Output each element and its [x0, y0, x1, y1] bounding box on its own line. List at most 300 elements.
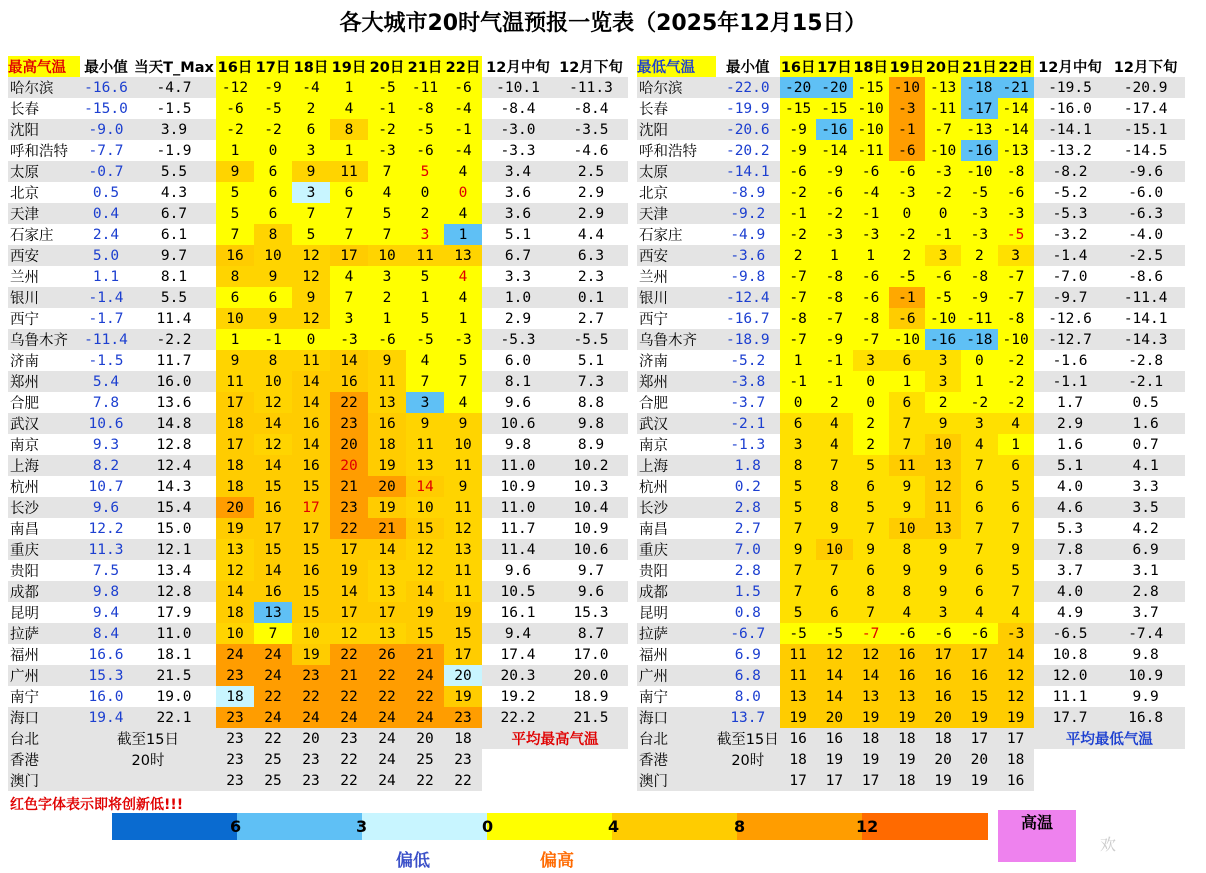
max-day-cell: 23 [330, 497, 368, 518]
max-today-value: 12.8 [132, 581, 216, 602]
max-mid-dec: 5.1 [504, 226, 532, 243]
hot-legend-box [998, 810, 1076, 862]
min-row [637, 287, 1185, 308]
min-day-cell: 10 [816, 539, 852, 560]
max-today-value: 12.8 [156, 436, 192, 453]
min-row [637, 182, 1185, 203]
min-temp-table [637, 56, 1185, 791]
max-mid-dec: -10.1 [482, 77, 554, 98]
min-day-cell: -3 [889, 98, 925, 119]
min-row [637, 350, 1185, 371]
max-day-cell: 14 [406, 581, 444, 602]
max-col-header: 22日 [444, 56, 482, 77]
min-day-cell: 17 [925, 644, 961, 665]
max-min-value: 7.5 [92, 562, 120, 579]
max-min-value: 9.6 [80, 497, 132, 518]
min-day-cell: -3 [998, 623, 1034, 644]
city-name: 呼和浩特 [639, 144, 697, 160]
city-name: 上海 [637, 455, 716, 476]
min-late-dec: -7.4 [1106, 623, 1185, 644]
city-name: 重庆 [637, 539, 716, 560]
min-min-value: -20.2 [725, 142, 770, 159]
max-today-value: 11.7 [156, 352, 192, 369]
min-day-cell: 12 [925, 476, 961, 497]
max-row [8, 350, 628, 371]
max-day-cell: 16 [292, 413, 330, 434]
max-day-cell: 24 [368, 707, 406, 728]
min-day-cell: 3 [998, 245, 1034, 266]
min-day-cell: -6 [925, 266, 961, 287]
max-day-cell: 13 [216, 539, 254, 560]
max-day-cell: 5 [216, 203, 254, 224]
min-mid-dec: 5.1 [1034, 455, 1107, 476]
min-mid-dec: -19.5 [1034, 77, 1107, 98]
max-row [8, 707, 628, 728]
max-late-dec: 6.3 [554, 245, 628, 266]
max-late-dec: -8.4 [573, 100, 609, 117]
max-day-cell: 19 [444, 686, 482, 707]
max-day-cell: 22 [444, 770, 482, 791]
max-row [8, 455, 628, 476]
max-day-cell: 19 [444, 602, 482, 623]
min-row [637, 539, 1185, 560]
min-day-cell: -10 [853, 98, 889, 119]
city-name: 郑州 [8, 371, 80, 392]
city-name: 武汉 [8, 413, 80, 434]
city-name: 上海 [8, 455, 80, 476]
legend-tick: 6 [230, 817, 242, 836]
max-today-value: 12.4 [132, 455, 216, 476]
max-mid-dec: 10.5 [482, 581, 554, 602]
max-day-cell: 16 [292, 455, 330, 476]
max-col-header: 12月下旬 [554, 56, 628, 77]
min-day-cell: 6 [961, 581, 997, 602]
legend-swatch [362, 813, 487, 840]
min-day-cell: -10 [925, 308, 961, 329]
min-mid-dec: 2.9 [1034, 413, 1107, 434]
min-day-cell: -3 [998, 203, 1034, 224]
max-day-cell: 20 [444, 665, 482, 686]
min-mid-dec: 4.9 [1056, 604, 1084, 621]
max-late-dec: 9.7 [577, 562, 605, 579]
max-day-cell: 15 [292, 539, 330, 560]
max-day-cell: 3 [406, 224, 444, 245]
max-today-value: 5.5 [132, 161, 216, 182]
max-temp-table [8, 56, 628, 791]
min-day-cell: 4 [961, 602, 997, 623]
max-day-cell: -11 [406, 77, 444, 98]
max-day-cell: 4 [444, 287, 482, 308]
max-day-cell: 13 [368, 392, 406, 413]
min-mid-dec: -3.2 [1052, 226, 1088, 243]
city-name: 太原 [8, 161, 80, 182]
max-min-value: -15.0 [84, 100, 128, 117]
max-today-value: 19.0 [156, 688, 192, 705]
city-name: 沈阳 [8, 119, 80, 140]
max-min-value: 10.7 [88, 478, 124, 495]
max-day-cell: 19 [216, 518, 254, 539]
min-mid-dec: -9.7 [1034, 287, 1107, 308]
city-name: 北京 [10, 186, 39, 202]
city-name: 广州 [8, 665, 80, 686]
min-day-cell: -6 [889, 308, 925, 329]
min-day-cell: 11 [925, 497, 961, 518]
min-day-cell: -13 [925, 77, 961, 98]
max-day-cell: 23 [216, 728, 254, 749]
min-day-cell: 18 [889, 770, 925, 791]
min-mid-dec: -16.0 [1048, 100, 1092, 117]
max-day-cell: 22 [406, 770, 444, 791]
max-day-cell: 22 [368, 665, 406, 686]
city-name: 石家庄 [10, 228, 54, 244]
min-day-cell: -6 [853, 266, 889, 287]
max-day-cell: 1 [330, 140, 368, 161]
max-day-cell: 16 [254, 497, 292, 518]
min-late-dec: 0.5 [1132, 394, 1159, 411]
min-day-cell: -13 [961, 119, 997, 140]
min-late-dec: 16.8 [1106, 707, 1185, 728]
max-day-cell: 10 [254, 245, 292, 266]
min-day-cell: 5 [853, 497, 889, 518]
max-day-cell: 23 [330, 413, 368, 434]
max-mid-dec: 3.6 [482, 203, 554, 224]
max-day-cell: -1 [254, 329, 292, 350]
min-day-cell: 16 [889, 644, 925, 665]
min-day-cell: 19 [925, 770, 961, 791]
city-name: 武汉 [637, 413, 716, 434]
max-today-value: 6.7 [132, 203, 216, 224]
min-mid-dec: 1.7 [1056, 394, 1084, 411]
max-day-cell: 12 [292, 245, 330, 266]
max-row [8, 98, 628, 119]
max-day-cell: 5 [216, 182, 254, 203]
max-min-value: 10.6 [80, 413, 132, 434]
max-day-cell: 11 [330, 161, 368, 182]
min-mid-dec: 10.8 [1052, 646, 1088, 663]
city-name: 澳门 [8, 770, 80, 791]
max-day-cell: 9 [292, 287, 330, 308]
min-day-cell: 10 [925, 434, 961, 455]
legend-swatch [862, 813, 988, 840]
min-min-value: 6.8 [716, 665, 780, 686]
min-row [637, 392, 1185, 413]
max-row-extra [8, 770, 628, 791]
min-day-cell: 12 [998, 686, 1034, 707]
max-day-cell: 11 [444, 560, 482, 581]
min-day-cell: 7 [816, 560, 852, 581]
min-day-cell: -1 [853, 203, 889, 224]
legend-high-label: 偏高 [540, 851, 574, 871]
max-day-cell: 24 [330, 707, 368, 728]
min-day-cell: -14 [816, 140, 852, 161]
city-name: 长沙 [8, 497, 80, 518]
min-late-dec: -2.5 [1106, 245, 1185, 266]
avg-min-label [1034, 770, 1185, 791]
max-day-cell: 2 [406, 203, 444, 224]
max-day-cell: 7 [330, 224, 368, 245]
min-day-cell: 7 [816, 455, 852, 476]
max-mid-dec: 11.0 [482, 455, 554, 476]
min-day-cell: 20 [816, 707, 852, 728]
min-day-cell: 8 [816, 497, 852, 518]
min-day-cell: 13 [780, 686, 816, 707]
min-row [637, 476, 1185, 497]
max-mid-dec: 3.3 [504, 268, 532, 285]
min-day-cell: -7 [853, 329, 889, 350]
max-day-cell: 23 [216, 770, 254, 791]
max-today-value: 22.1 [132, 707, 216, 728]
min-day-cell: -9 [780, 140, 816, 161]
max-day-cell: 11 [444, 581, 482, 602]
min-day-cell: 7 [889, 413, 925, 434]
max-late-dec: 8.7 [554, 623, 628, 644]
min-day-cell: 20 [925, 749, 961, 770]
city-name: 济南 [639, 354, 668, 370]
min-day-cell: 8 [889, 581, 925, 602]
min-day-cell: -3 [925, 161, 961, 182]
max-day-cell: 13 [444, 245, 482, 266]
max-day-cell: 15 [292, 602, 330, 623]
legend-tick: 12 [856, 817, 879, 836]
min-row [637, 77, 1185, 98]
max-row [8, 581, 628, 602]
min-day-cell: 19 [853, 749, 889, 770]
min-day-cell: 9 [925, 560, 961, 581]
min-day-cell: -7 [816, 308, 852, 329]
max-day-cell: 24 [368, 728, 406, 749]
min-day-cell: 4 [816, 413, 852, 434]
max-day-cell: 15 [292, 581, 330, 602]
max-day-cell: 4 [444, 266, 482, 287]
min-day-cell: 7 [961, 455, 997, 476]
min-day-cell: 4 [889, 602, 925, 623]
min-mid-dec: 1.6 [1056, 436, 1084, 453]
max-min-value: 19.4 [80, 707, 132, 728]
min-day-cell: 20 [961, 749, 997, 770]
max-col-header: 19日 [330, 56, 368, 77]
max-day-cell: 17 [330, 602, 368, 623]
min-day-cell: 7 [853, 602, 889, 623]
max-col-header: 16日 [216, 56, 254, 77]
min-day-cell: -14 [998, 119, 1034, 140]
max-day-cell: 19 [292, 644, 330, 665]
min-min-value: -22.0 [716, 77, 780, 98]
max-late-dec: 10.4 [554, 497, 628, 518]
max-late-dec: 10.2 [554, 455, 628, 476]
min-day-cell: 16 [925, 665, 961, 686]
min-day-cell: -6 [998, 182, 1034, 203]
city-name: 银川 [8, 287, 80, 308]
max-day-cell: 8 [216, 266, 254, 287]
min-day-cell: -9 [961, 287, 997, 308]
min-min-value: -20.6 [716, 119, 780, 140]
max-day-cell: 24 [254, 665, 292, 686]
min-day-cell: -7 [853, 623, 889, 644]
max-mid-dec: 20.3 [482, 665, 554, 686]
max-day-cell: 0 [444, 182, 482, 203]
min-row [637, 98, 1185, 119]
max-day-cell: 24 [254, 644, 292, 665]
max-day-cell: 16 [216, 245, 254, 266]
min-day-cell: -15 [853, 77, 889, 98]
max-day-cell: 23 [292, 770, 330, 791]
city-name: 哈尔滨 [637, 77, 716, 98]
max-day-cell: 19 [330, 560, 368, 581]
max-day-cell: 14 [254, 560, 292, 581]
min-day-cell: 13 [925, 518, 961, 539]
min-day-cell: -5 [925, 287, 961, 308]
max-row [8, 413, 628, 434]
min-late-dec: 6.9 [1106, 539, 1185, 560]
max-min-value: 1.1 [92, 268, 120, 285]
max-day-cell: -4 [444, 98, 482, 119]
max-day-cell: 22 [254, 686, 292, 707]
max-day-cell: 1 [368, 308, 406, 329]
min-day-cell: 11 [780, 665, 816, 686]
min-mid-dec: 3.7 [1056, 562, 1084, 579]
min-mid-dec: -1.4 [1034, 245, 1107, 266]
city-name: 南京 [10, 438, 39, 454]
min-min-value: -19.9 [725, 100, 770, 117]
min-day-cell: 19 [853, 707, 889, 728]
city-name: 澳门 [637, 770, 716, 791]
max-day-cell: 2 [368, 287, 406, 308]
max-day-cell: 4 [406, 350, 444, 371]
min-day-cell: 13 [925, 455, 961, 476]
legend-swatch [487, 813, 612, 840]
city-name: 乌鲁木齐 [637, 329, 716, 350]
max-day-cell: 3 [406, 392, 444, 413]
min-day-cell: -7 [780, 266, 816, 287]
max-temp-label: 最高气温 [8, 56, 80, 77]
min-day-cell: -1 [816, 371, 852, 392]
city-name: 长春 [10, 102, 39, 118]
city-name: 海口 [637, 707, 716, 728]
max-row [8, 329, 628, 350]
min-day-cell: 6 [961, 497, 997, 518]
min-day-cell: -5 [961, 182, 997, 203]
min-mid-dec: -1.6 [1052, 352, 1088, 369]
min-late-dec: -2.8 [1128, 352, 1164, 369]
city-name: 南宁 [10, 690, 39, 706]
max-row [8, 77, 628, 98]
min-day-cell: -17 [961, 98, 997, 119]
min-day-cell: 12 [998, 665, 1034, 686]
max-day-cell: -5 [406, 329, 444, 350]
max-day-cell: 24 [368, 770, 406, 791]
max-day-cell: 9 [254, 266, 292, 287]
max-row [8, 476, 628, 497]
min-row [637, 371, 1185, 392]
min-day-cell: 2 [780, 245, 816, 266]
max-day-cell: 13 [254, 602, 292, 623]
max-day-cell: 12 [330, 623, 368, 644]
max-row [8, 644, 628, 665]
max-day-cell: 24 [216, 644, 254, 665]
max-today-value: -4.7 [132, 77, 216, 98]
min-day-cell: -7 [780, 329, 816, 350]
min-min-value: -14.1 [716, 161, 780, 182]
max-day-cell: 14 [330, 581, 368, 602]
max-col-header: 21日 [406, 56, 444, 77]
city-name: 长春 [639, 102, 668, 118]
max-today-value: -1.9 [156, 142, 192, 159]
min-day-cell: 6 [998, 497, 1034, 518]
cutoff-note: 20时 [80, 749, 216, 770]
max-today-value: 13.4 [156, 562, 192, 579]
max-day-cell: 22 [368, 686, 406, 707]
max-late-dec: 2.3 [577, 268, 605, 285]
min-mid-dec: -5.3 [1034, 203, 1107, 224]
min-day-cell: 0 [780, 392, 816, 413]
max-late-dec: 0.1 [554, 287, 628, 308]
min-day-cell: -6 [853, 161, 889, 182]
max-row [8, 539, 628, 560]
max-today-value: -2.2 [132, 329, 216, 350]
max-day-cell: 6 [216, 287, 254, 308]
min-day-cell: 3 [961, 413, 997, 434]
legend-tick: 3 [356, 817, 368, 836]
min-day-cell: 5 [998, 560, 1034, 581]
max-min-value: 9.3 [92, 436, 120, 453]
min-col-header: 12月中旬 [1034, 56, 1107, 77]
min-day-cell: 16 [816, 728, 852, 749]
max-late-dec: 2.9 [554, 203, 628, 224]
min-min-value: -3.6 [716, 245, 780, 266]
max-row [8, 224, 628, 245]
max-late-dec: 10.9 [573, 520, 609, 537]
max-day-cell: 11 [406, 434, 444, 455]
min-day-cell: -10 [889, 329, 925, 350]
city-name: 兰州 [639, 270, 668, 286]
max-late-dec: 18.9 [573, 688, 609, 705]
min-mid-dec: 7.8 [1034, 539, 1107, 560]
max-today-value: 14.8 [132, 413, 216, 434]
min-row [637, 455, 1185, 476]
max-min-value: 11.3 [80, 539, 132, 560]
min-day-cell: 10 [889, 518, 925, 539]
min-row [637, 245, 1185, 266]
max-day-cell: 17 [330, 245, 368, 266]
min-row [637, 686, 1185, 707]
min-mid-dec: -6.5 [1034, 623, 1107, 644]
max-day-cell: 9 [216, 350, 254, 371]
city-name: 福州 [639, 648, 668, 664]
min-row-extra [637, 728, 1185, 749]
max-min-value: 0.4 [80, 203, 132, 224]
min-day-cell: 18 [925, 728, 961, 749]
city-name: 石家庄 [639, 228, 683, 244]
max-day-cell: 6 [254, 203, 292, 224]
max-day-cell: 23 [444, 749, 482, 770]
min-min-value: 2.8 [716, 497, 780, 518]
max-late-dec: 2.5 [554, 161, 628, 182]
max-day-cell: 16 [330, 371, 368, 392]
max-day-cell: -3 [444, 329, 482, 350]
min-row [637, 434, 1185, 455]
city-name: 沈阳 [637, 119, 716, 140]
min-day-cell: -11 [925, 98, 961, 119]
max-min-value: 8.2 [80, 455, 132, 476]
min-mid-dec: -12.7 [1034, 329, 1107, 350]
max-day-cell: 18 [216, 602, 254, 623]
max-min-value: 9.8 [80, 581, 132, 602]
min-row-extra [637, 749, 1185, 770]
max-min-value: 15.3 [80, 665, 132, 686]
min-day-cell: 8 [853, 581, 889, 602]
max-day-cell: 12 [216, 560, 254, 581]
max-day-cell: 9 [444, 476, 482, 497]
